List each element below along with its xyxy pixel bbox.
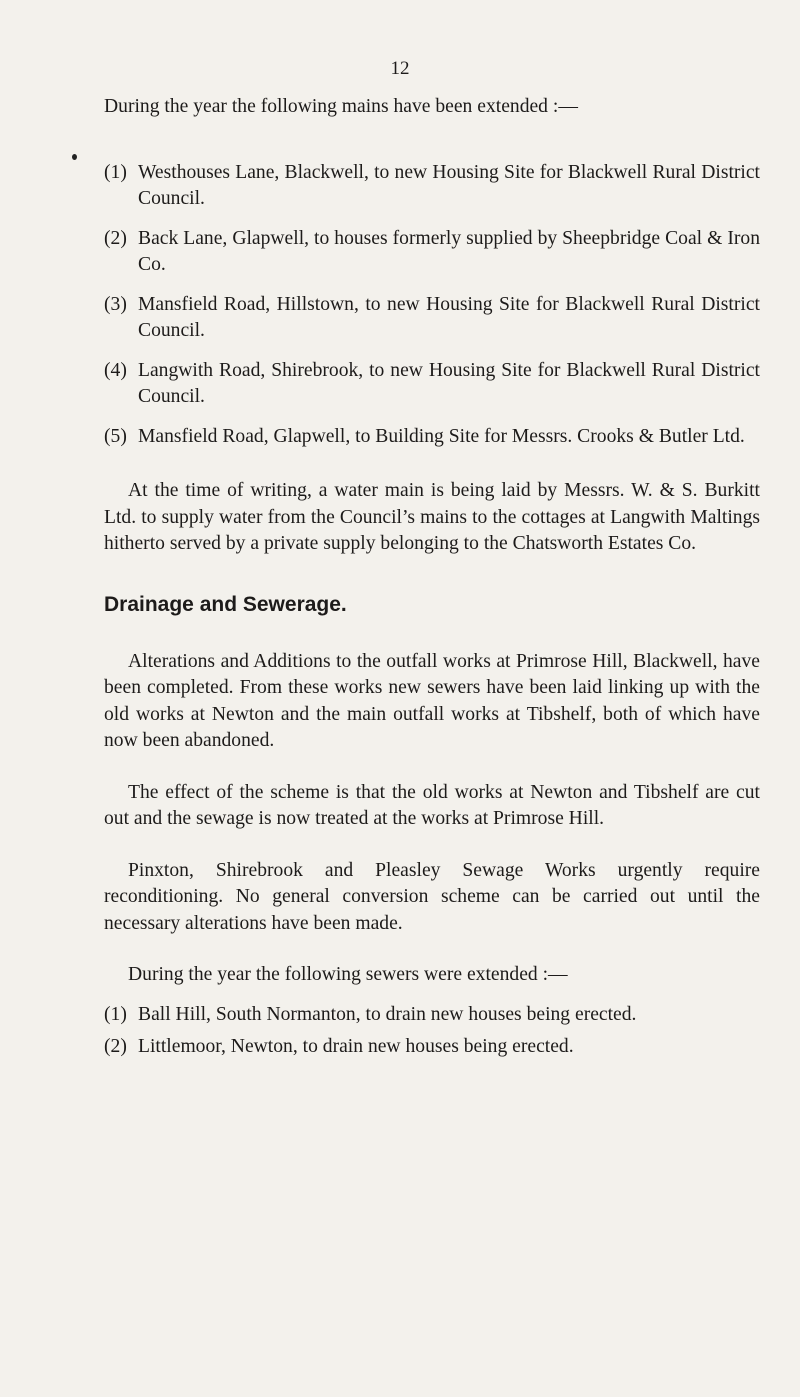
mains-item-number: (3) — [104, 293, 127, 315]
mains-item-number: (2) — [104, 227, 127, 249]
mains-item-text: Mansfield Road, Hillstown, to new Housing Site for Blackwell Rural District Council. — [138, 293, 760, 341]
drainage-paragraph-1: Alterations and Additions to the outfall works at Primrose Hill, Blackwell, have been completed. From these works new sewers have been laid linking up with the old works at Newton and the main outfall works at Tibshelf, both of which have now been abandoned. — [104, 650, 760, 751]
mains-item-number: (1) — [104, 161, 127, 183]
mains-item-text: Westhouses Lane, Blackwell, to new Housing Site for Blackwell Rural District Council. — [138, 161, 760, 209]
sewers-item — [104, 1034, 760, 1061]
mains-item-text: Back Lane, Glapwell, to houses formerly supplied by Sheepbridge Coal & Iron Co. — [138, 227, 760, 275]
sewers-list — [104, 1002, 760, 1061]
page-content — [104, 94, 760, 1061]
sewers-item-text: Littlemoor, Newton, to drain new houses being erected. — [138, 1036, 574, 1057]
sewers-item-text: Ball Hill, South Normanton, to drain new houses being erected. — [138, 1003, 637, 1025]
mains-item — [104, 226, 760, 279]
water-main-paragraph: At the time of writing, a water main is being laid by Messrs. W. & S. Burkitt Ltd. to supply water from the Council’s mains to the cottages at Langwith Maltings hitherto served by a private supply belonging to the Chatsworth Estates Co. — [104, 480, 760, 554]
drainage-paragraph-3: Pinxton, Shirebrook and Pleasley Sewage Works urgently require reconditioning. No general conversion scheme can be carried out until the necessary alterations have been made. — [104, 859, 760, 934]
bullet-mark — [72, 154, 77, 160]
mains-item-text: Langwith Road, Shirebrook, to new Housing Site for Blackwell Rural District Council. — [138, 359, 760, 407]
mains-list — [104, 160, 760, 451]
sewers-intro: During the year the following sewers were extended :— — [128, 964, 568, 985]
mains-intro: During the year the following mains have been extended :— — [104, 96, 578, 117]
mains-item-number: (4) — [104, 359, 127, 381]
sewers-item-number: (1) — [104, 1003, 127, 1025]
mains-item — [104, 424, 760, 451]
mains-item — [104, 358, 760, 411]
section-heading-drainage: Drainage and Sewerage. — [104, 592, 347, 616]
mains-item — [104, 160, 760, 213]
mains-item-text: Mansfield Road, Glapwell, to Building Site for Messrs. Crooks & Butler Ltd. — [138, 425, 745, 447]
mains-item-number: (5) — [104, 425, 127, 447]
sewers-item — [104, 1002, 760, 1029]
mains-item — [104, 292, 760, 345]
page-number: 12 — [390, 58, 410, 79]
drainage-paragraph-2: The effect of the scheme is that the old works at Newton and Tibshelf are cut out and the sewage is now treated at the works at Primrose Hill. — [104, 781, 760, 829]
sewers-item-number: (2) — [104, 1036, 127, 1057]
